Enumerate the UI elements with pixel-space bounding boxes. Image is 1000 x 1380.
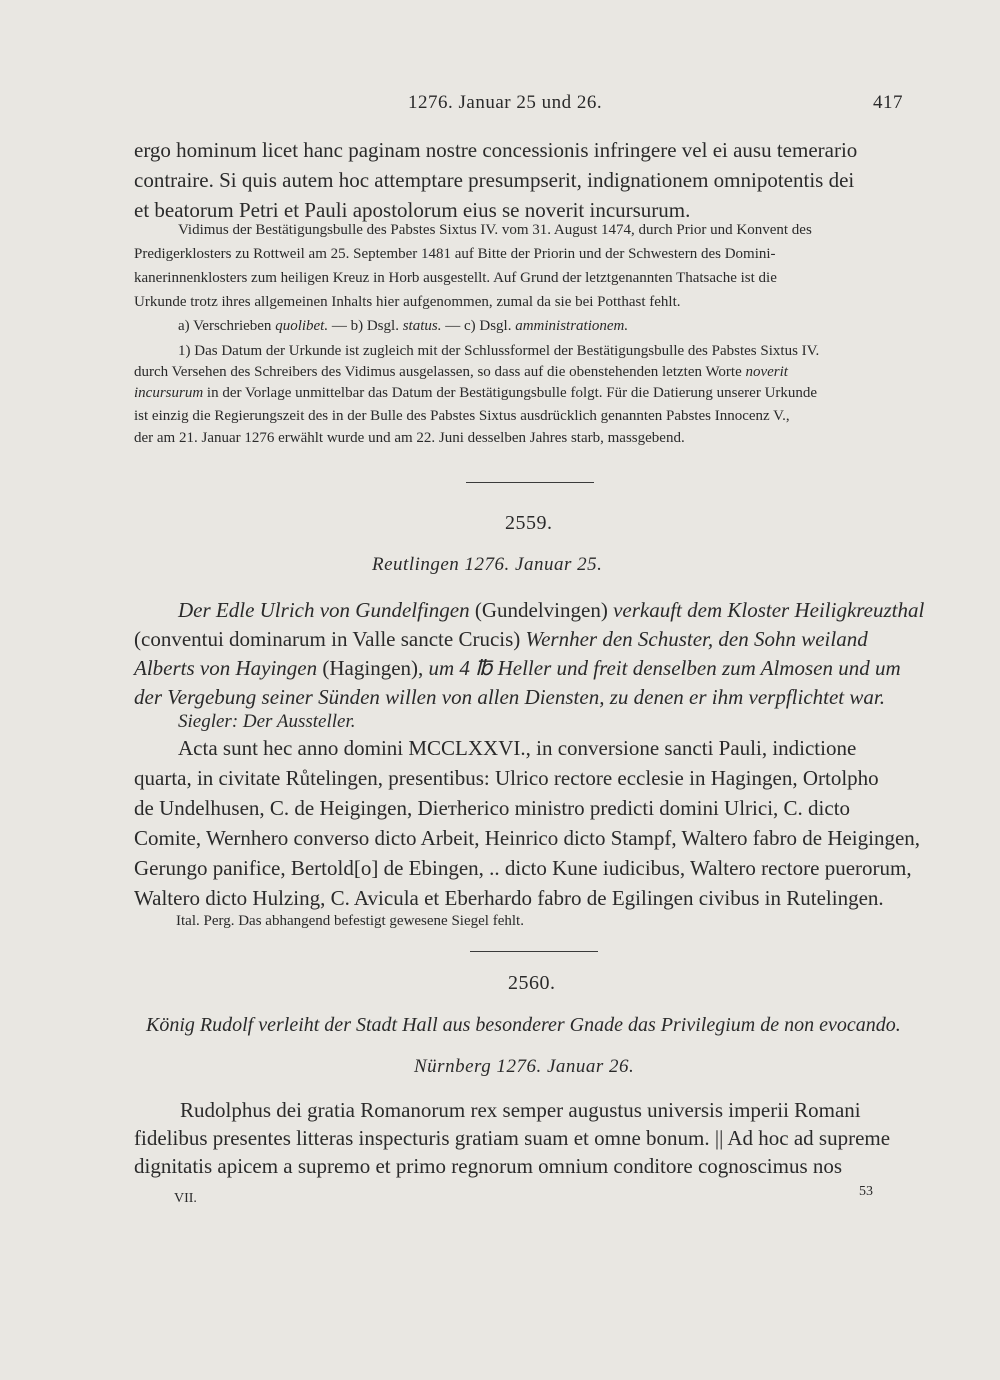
regest-text: verkauft dem Kloster Heiligkreuzthal [613,598,925,622]
regest-text: (Hagingen), [322,656,424,680]
section-divider [470,951,598,952]
entry-number: 2560. [508,972,556,994]
variant-b-word: status. [402,318,442,334]
section-divider [466,482,594,483]
footnote-text: in der Vorlage unmittelbar das Datum der Bestätigungsbulle folgt. Für die Datierung unserer Urkunde [206,385,818,401]
entry-place-date: Nürnberg 1276. Januar 26. [414,1056,635,1077]
regest-text: Privilegium de non evocando. [660,1014,901,1036]
seal-line: Siegler: Der Aussteller. [178,711,356,732]
text-line: Acta sunt hec anno domini MCCLXXVI., in conversione sancti Pauli, indictione [178,736,857,760]
regest-line: der Vergebung seiner Sünden willen von allen Diensten, zu denen er ihm verpflichtet war. [134,685,885,709]
footnote-text: durch Versehen des Schreibers des Vidimus ausgelassen, so dass auf die obenstehenden letzten Worte [134,364,742,380]
regest-text: König Rudolf verleiht der Stadt Hall aus besonderer Gnade das [146,1014,656,1036]
entry-number: 2559. [505,512,553,534]
footnote-quote: noverit [745,364,788,380]
text-line: Waltero dicto Hulzing, C. Avicula et Eberhardo fabro de Egilingen civibus in Rutelingen. [134,886,884,910]
note-line: Predigerklosters zu Rottweil am 25. September 1481 auf Bitte der Priorin und der Schwestern des Domini- [134,246,776,262]
regest-line [178,598,924,623]
note-line: kanerinnenklosters zum heiligen Kreuz in Horb ausgestellt. Auf Grund der letztgenannten Thatsache ist die [134,270,777,286]
body-line: et beatorum Petri et Pauli apostolorum eius se noverit incursurum. [134,198,691,222]
footnote-quote: incursurum [134,385,204,401]
variant-a-word: quolibet. [275,318,329,334]
footnote-line: ist einzig die Regierungszeit des in der Bulle des Pabstes Sixtus ausdrücklich genannten Pabstes Innocenz V., [134,408,790,424]
regest-line [134,656,901,681]
regest-text: (conventui dominarum in Valle sancte Crucis) [134,627,521,651]
text-line: Gerungo panifice, Bertold[o] de Ebingen, .. dicto Kune iudicibus, Waltero rectore puerorum, [134,856,912,880]
regest-text: Wernher den Schuster, den Sohn weiland [525,627,868,651]
page-number: 417 [873,92,903,113]
sheet-number: 53 [859,1184,873,1199]
regest-line [134,627,868,652]
text-line: fidelibus presentes litteras inspecturis gratiam suam et omne bonum. || Ad hoc ad supreme [134,1126,891,1150]
running-head: 1276. Januar 25 und 26. [408,92,603,113]
text-line: quarta, in civitate Růtelingen, presentibus: Ulrico rectore ecclesie in Hagingen, Ortolpho [134,766,879,790]
entry-place-date: Reutlingen 1276. Januar 25. [372,554,603,575]
footnote-line [134,385,817,402]
text-line: Rudolphus dei gratia Romanorum rex semper augustus universis imperii Romani [180,1098,861,1122]
variant-b: — b) Dsgl. [331,318,399,334]
note-line: Urkunde trotz ihres allgemeinen Inhalts hier aufgenommen, zumal da sie bei Potthast fehlt. [134,294,681,310]
text-line: de Undelhusen, C. de Heigingen, Diетherico ministro predicti domini Ulrici, C. dicto [134,796,851,820]
text-line: dignitatis apicem a supremo et primo regnorum omnium conditore cognoscimus nos [134,1154,843,1178]
footnote-line: der am 21. Januar 1276 erwählt wurde und am 22. Juni desselben Jahres starb, massgebend. [134,430,685,446]
body-line: ergo hominum licet hanc paginam nostre concessionis infringere vel ei ausu temerario [134,138,858,162]
body-line: contraire. Si quis autem hoc attemptare presumpserit, indignationem omnipotentis dei [134,168,855,192]
footnote-line [134,364,788,381]
footnote-line: 1) Das Datum der Urkunde ist zugleich mit der Schlussformel der Bestätigungsbulle des Pabstes Sixtus IV. [178,343,820,359]
text-line: Comite, Wernhero converso dicto Arbeit, Heinrico dicto Stampf, Waltero fabro de Heigingen, [134,826,921,850]
regest-text: Der Edle Ulrich von Gundelfingen [178,598,470,622]
regest-line [146,1014,901,1037]
variant-a: a) Verschrieben [178,318,272,334]
variant-c: — c) Dsgl. [445,318,512,334]
regest-text: Alberts von Hayingen [134,656,318,680]
variant-notes [178,318,628,335]
variant-c-word: amministrationem. [515,318,629,334]
source-note: Ital. Perg. Das abhangend befestigt gewesene Siegel fehlt. [176,913,524,929]
regest-text: (Gundelvingen) [474,598,608,622]
signature-mark: VII. [174,1191,197,1206]
regest-text: um 4 ℔ Heller und freit denselben zum Almosen und um [428,656,901,680]
note-line: Vidimus der Bestätigungsbulle des Pabstes Sixtus IV. vom 31. August 1474, durch Prior und Konvent des [178,222,812,238]
